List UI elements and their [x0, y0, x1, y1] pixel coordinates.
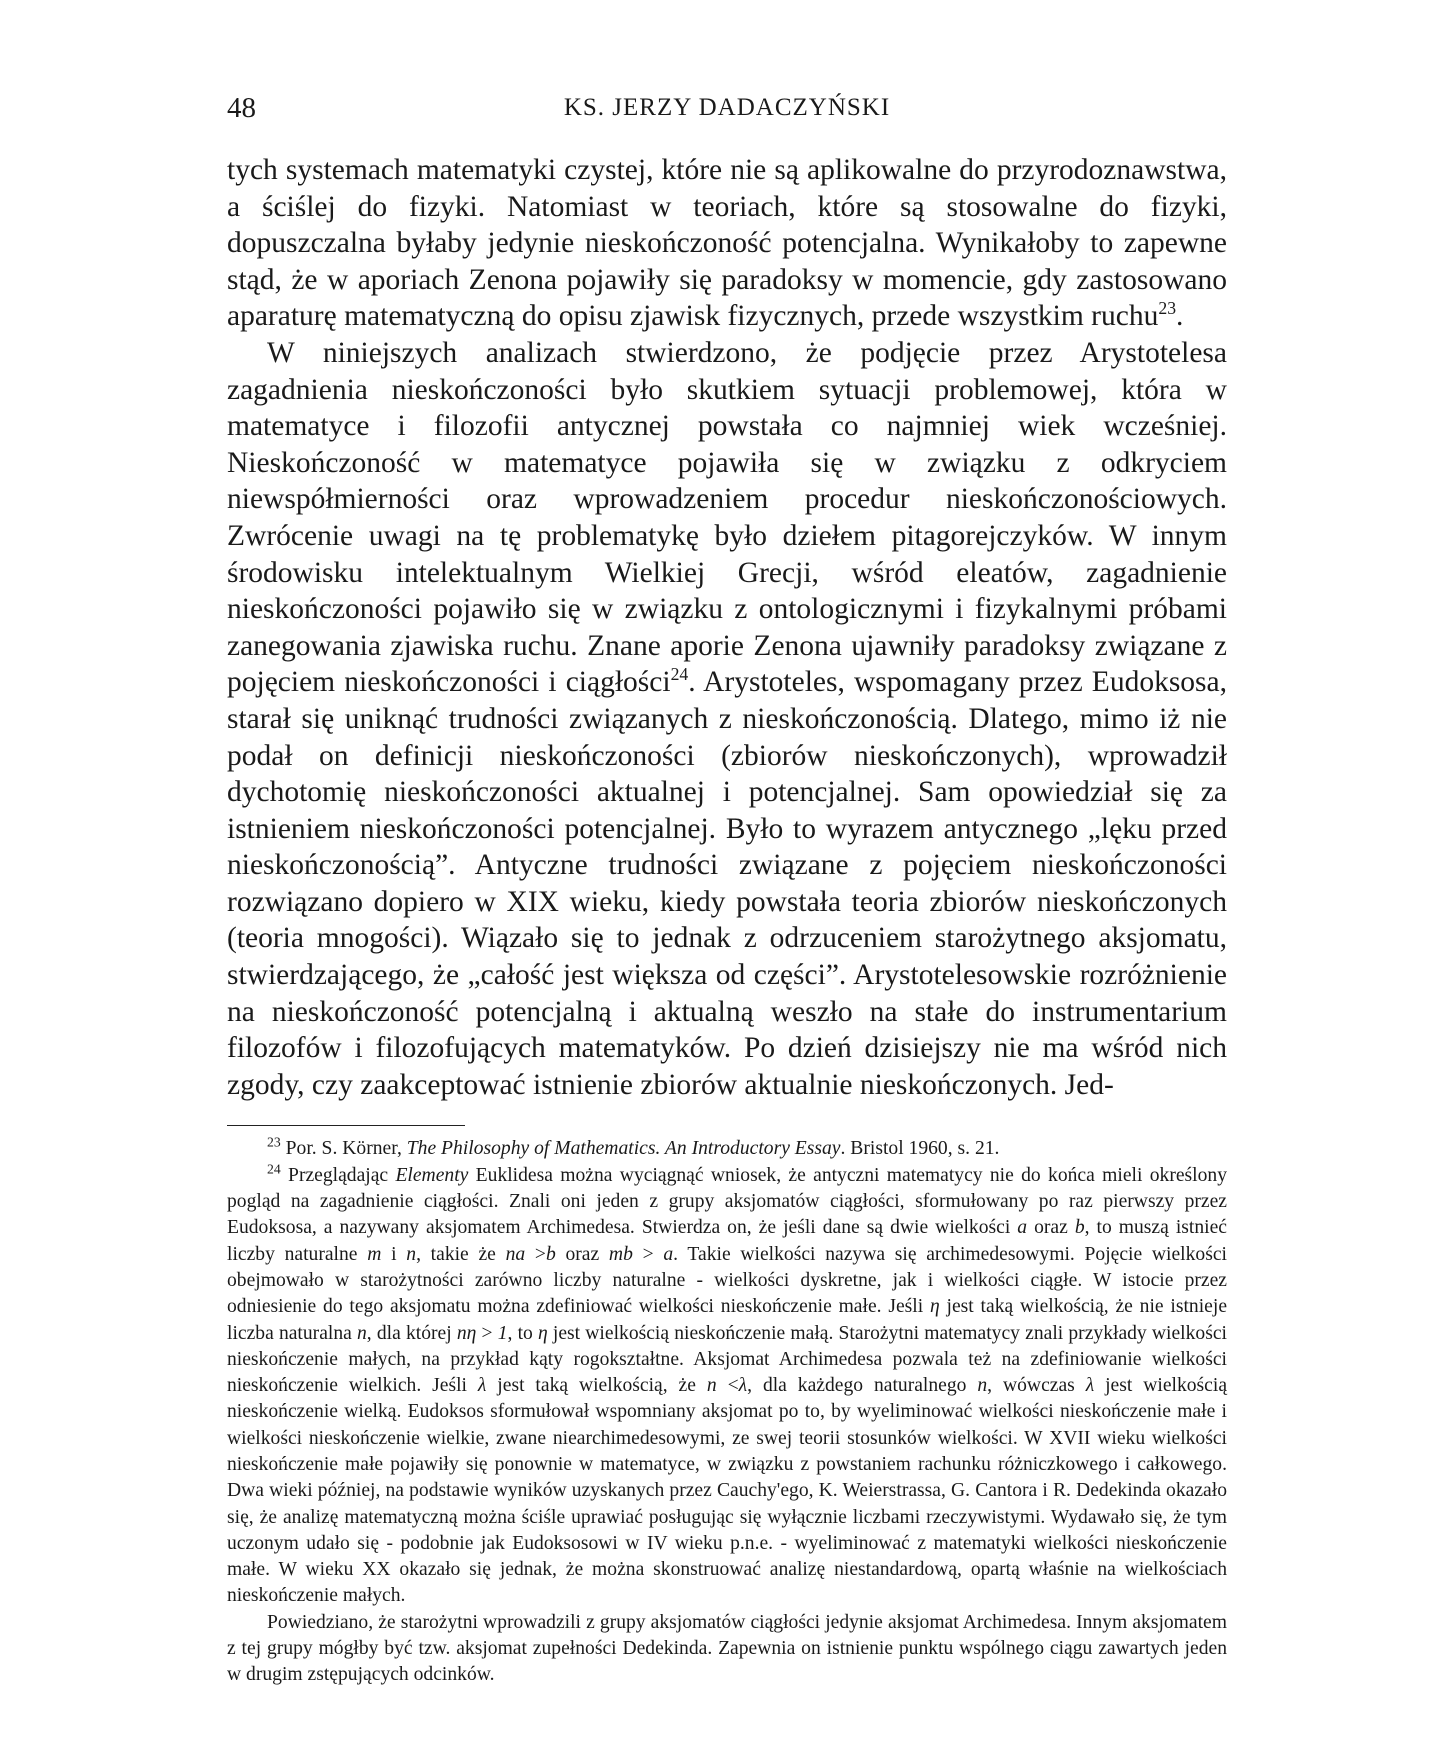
page — [227, 92, 1227, 1689]
footnote-ref-24: 24 — [670, 664, 689, 685]
footnote-separator — [227, 1125, 465, 1126]
main-text — [227, 152, 1227, 1103]
footnote-24: $^{24}$ Przeglądając Elementy Euklidesa można wyciągnąć wniosek, że antyczni matematycy nie do końca mieli określony pogląd na zagadnienie ciągłości. Znali oni jeden z grupy aksjomatów ciągłości, sformułowany po raz pierwszy przez Eudoksosa, a nazywany aksjomatem Archimedesa. Stwierdza on, że jeśli dane są dwie wielkości a oraz b, to muszą istnieć liczby naturalne m i n, takie że na >b oraz mb > a. Takie wielkości nazywa się archimedesowymi. Pojęcie wielkości obejmowało w starożytności zarówno liczby naturalne - wielkości dyskretne, jak i wielkości ciągłe. W istocie przez odniesienie do tego aksjomatu można zdefiniować wielkości nieskończenie małe. Jeśli η jest taką wielkością, że nie istnieje liczba naturalna n, dla której nη > 1, to η jest wielkością nieskończenie małą. Starożytni matematycy znali przykłady wielkości nieskończenie małych, na przykład kąty rogokształtne. Aksjomat Archimedesa pozwala też na zdefiniowanie wielkości nieskończenie wielkich. Jeśli λ jest taką wielkością, że n <λ, dla każdego naturalnego n, wówczas λ jest wielkością nieskończenie wielką. Eudoksos sformułował wspomniany aksjomat po to, by wyeliminować wielkości nieskończenie małe i wielkości nieskończenie wielkie, zwane niearchimedesowymi, ze swej teorii stosunków wielkości. W XVII wieku wielkości nieskończenie małe pojawiły się ponownie w matematyce, w związku z powstaniem rachunku różniczkowego i całkowego. Dwa wieki później, na podstawie wyników uzyskanych przez Cauchy'ego, K. Weierstrassa, G. Cantora i R. Dedekinda okazało się, że analizę matematyczną można ściśle uprawiać posługując się wyłącznie liczbami rzeczywistymi. Wydawało się, że tym uczonym udało się - podobnie jak Eudoksosowi w IV wieku p.n.e. - wyeliminować z matematyki wielkości nieskończenie małe. W wieku XX okazało się jednak, że można skonstruować analizę niestandardową, opartą właśnie na wielkościach nieskończenie małych. — [227, 1161, 1228, 1607]
paragraph-2: W niniejszych analizach stwierdzono, że podjęcie przez Arystotelesa zagadnienia nieskończoności było skutkiem sytuacji problemowej, która w matematyce i filozofii antycznej powstała co najmniej wiek wcześniej. Nieskończoność w matematyce pojawiła się w związku z odkryciem niewspółmierności oraz wprowadzeniem procedur nieskończonościowych. Zwrócenie uwagi na tę problematykę było dziełem pitagorejczyków. W innym środowisku intelektualnym Wielkiej Grecji, wśród eleatów, zagadnienie nieskończoności pojawiło się w związku z ontologicznymi i fizykalnymi próbami zanegowania zjawiska ruchu. Znane aporie Zenona ujawniły paradoksy związane z pojęciem nieskończoności i ciągłości$^{24}$. Arystoteles, wspomagany przez Eudoksosa, starał się uniknąć trudności związanych z nieskończonością. Dlatego, mimo iż nie podał on definicji nieskończoności (zbiorów nieskończonych), wprowadził dychotomię nieskończoności aktualnej i potencjalnej. Sam opowiedział się za istnieniem nieskończoności potencjalnej. Było to wyrazem antycznego „lęku przed nieskończonością”. Antyczne trudności związane z pojęciem nieskończoności rozwiązano dopiero w XIX wieku, kiedy powstała teoria zbiorów nieskończonych (teoria mnogości). Wiązało się to jednak z odrzuceniem starożytnego aksjomatu, stwierdzającego, że „całość jest większa od części”. Arystotelesowskie rozróżnienie na nieskończoność potencjalną i aktualną weszło na stałe do instrumentarium filozofów i filozofujących matematyków. Po dzień dzisiejszy nie ma wśród nich zgody, czy zaakceptować istnienie zbiorów aktualnie nieskończonych. Jed- — [227, 336, 1228, 1101]
footnotes — [227, 1136, 1227, 1688]
paragraph-1: tych systemach matematyki czystej, które nie są aplikowalne do przyrodoznawstwa, a ściślej do fizyki. Natomiast w teoriach, które są stosowalne do fizyki, dopuszczalna byłaby jedynie nieskończoność potencjalna. Wynikałoby to zapewne stąd, że w aporiach Zenona pojawiły się paradoksy w momencie, gdy zastosowano aparaturę matematyczną do opisu zjawisk fizycznych, przede wszystkim ruchu$^{23}$. — [227, 154, 1227, 333]
running-head: KS. JERZY DADACZYŃSKI — [563, 94, 891, 121]
page-number: 48 — [227, 92, 256, 124]
footnote-24-continuation: Powiedziano, że starożytni wprowadzili z grupy aksjomatów ciągłości jedynie aksjomat Archimedesa. Innym aksjomatem z tej grupy mógłby być tzw. aksjomat zupełności Dedekinda. Zapewnia on istnienie punktu wspólnego ciągu zawartych jeden w drugim zstępujących odcinków. — [227, 1611, 1227, 1686]
page-header — [227, 92, 1227, 132]
footnote-ref-23: 23 — [1158, 298, 1177, 319]
cited-book-title: The Philosophy of Mathematics. An Introductory Essay — [406, 1138, 841, 1160]
footnote-23: $^{23}$ Por. S. Körner, The Philosophy of Mathematics. An Introductory Essay. Bristol 1960, s. 21. — [267, 1134, 1000, 1160]
